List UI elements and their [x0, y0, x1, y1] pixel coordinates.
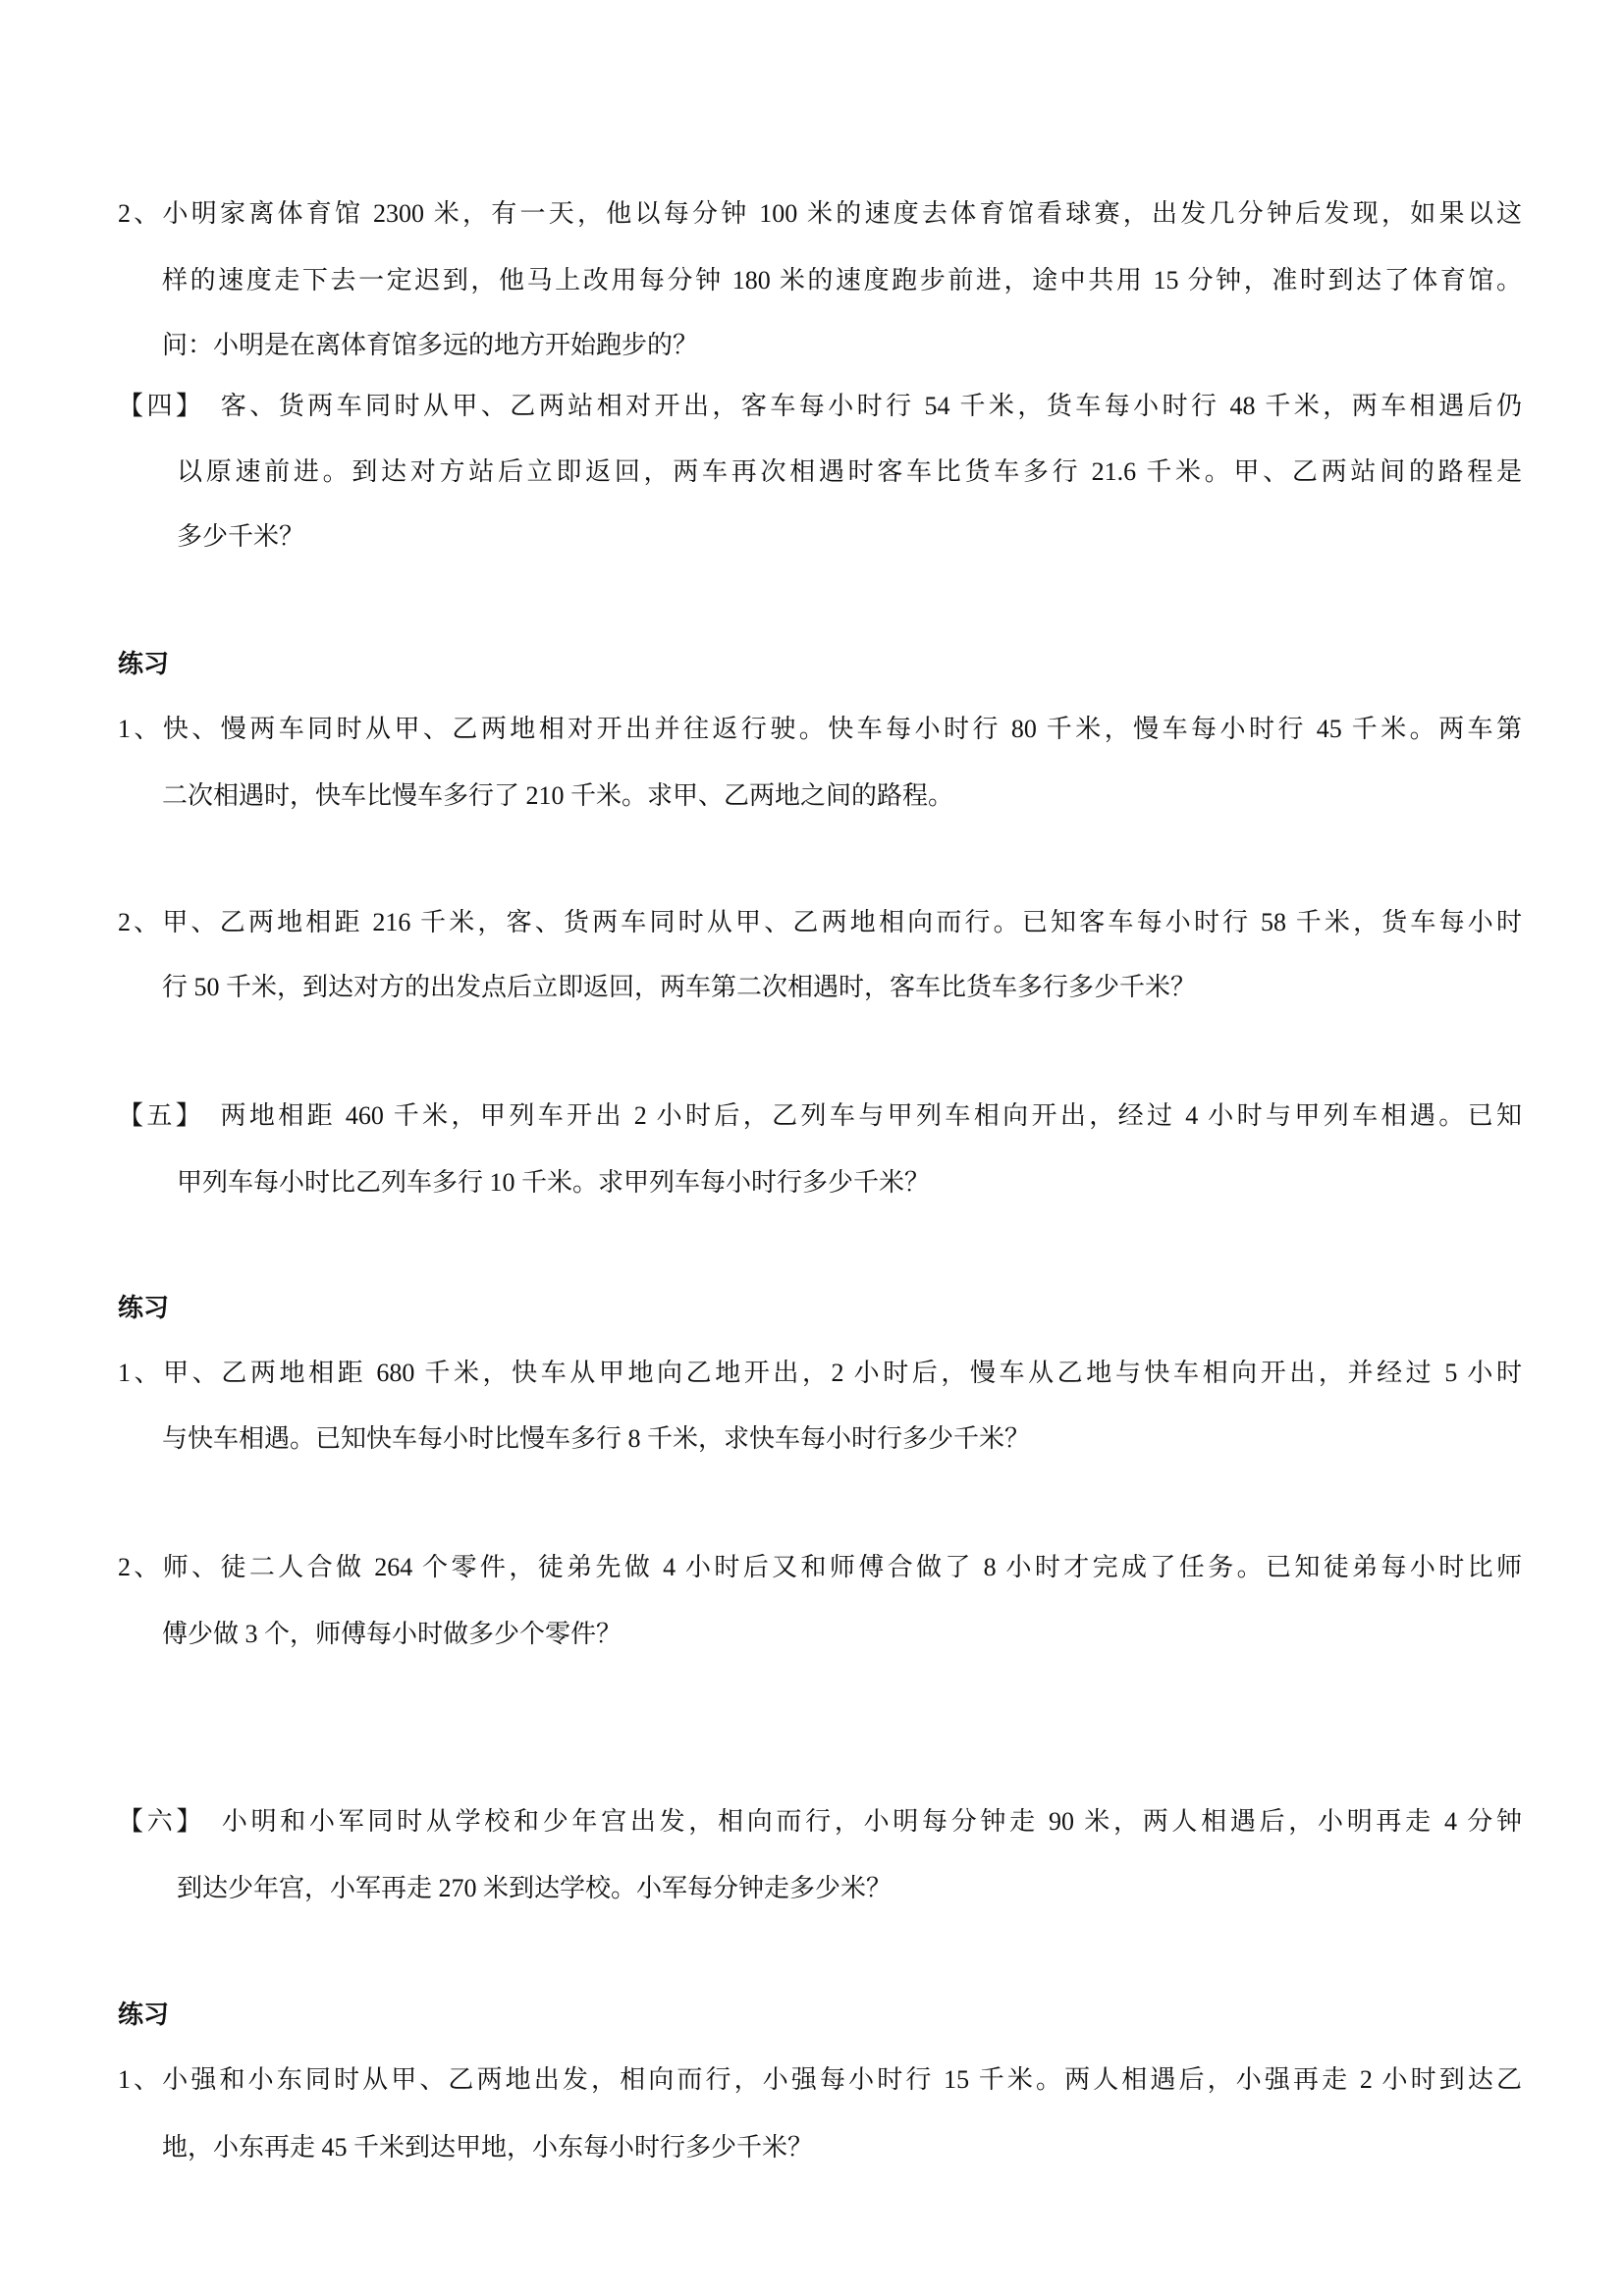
example-line: 【四】 客、货两车同时从甲、乙两站相对开出，客车每小时行 54 千米，货车每小时行 48 千米，两车相遇后仍 — [118, 392, 1522, 420]
problem-line: 2、师、徒二人合做 264 个零件，徒弟先做 4 小时后又和师傅合做了 8 小时才完成了任务。已知徒弟每小时比师 — [118, 1553, 1522, 1581]
problem-line: 行 50 千米，到达对方的出发点后立即返回，两车第二次相遇时，客车比货车多行多少千米？ — [162, 973, 1197, 1001]
problem-line: 1、快、慢两车同时从甲、乙两地相对开出并往返行驶。快车每小时行 80 千米，慢车每小时行 45 千米。两车第 — [118, 715, 1522, 743]
problem-line: 与快车相遇。已知快车每小时比慢车多行 8 千米，求快车每小时行多少千米？ — [162, 1424, 1031, 1453]
problem-line: 二次相遇时，快车比慢车多行了 210 千米。求甲、乙两地之间的路程。 — [162, 781, 954, 810]
example-line: 【六】 小明和小军同时从学校和少年宫出发，相向而行，小明每分钟走 90 米，两人相遇后，小明再走 4 分钟 — [118, 1807, 1522, 1836]
problem-line: 问：小明是在离体育馆多远的地方开始跑步的？ — [162, 331, 699, 359]
example-line: 到达少年宫，小军再走 270 米到达学校。小军每分钟走多少米？ — [177, 1874, 893, 1902]
example-line: 甲列车每小时比乙列车多行 10 千米。求甲列车每小时行多少千米？ — [177, 1168, 931, 1197]
example-line: 【五】 两地相距 460 千米，甲列车开出 2 小时后，乙列车与甲列车相向开出，经过 4 小时与甲列车相遇。已知 — [118, 1101, 1522, 1130]
section-heading: 练习 — [118, 650, 170, 678]
section-heading: 练习 — [118, 1294, 170, 1322]
problem-line: 2、甲、乙两地相距 216 千米，客、货两车同时从甲、乙两地相向而行。已知客车每小时行 58 千米，货车每小时 — [118, 908, 1522, 936]
problem-line: 1、小强和小东同时从甲、乙两地出发，相向而行，小强每小时行 15 千米。两人相遇后，小强再走 2 小时到达乙 — [118, 2065, 1522, 2094]
problem-line: 1、甲、乙两地相距 680 千米，快车从甲地向乙地开出，2 小时后，慢车从乙地与快车相向开出，并经过 5 小时 — [118, 1359, 1522, 1387]
problem-line: 傅少做 3 个，师傅每小时做多少个零件？ — [162, 1620, 623, 1648]
example-line: 以原速前进。到达对方站后立即返回，两车再次相遇时客车比货车多行 21.6 千米。甲、乙两站间的路程是 — [177, 457, 1522, 486]
section-heading: 练习 — [118, 2001, 170, 2029]
problem-line: 样的速度走下去一定迟到，他马上改用每分钟 180 米的速度跑步前进，途中共用 15 分钟，准时到达了体育馆。 — [162, 266, 1522, 294]
example-line: 多少千米？ — [177, 522, 305, 551]
problem-line: 2、小明家离体育馆 2300 米，有一天，他以每分钟 100 米的速度去体育馆看球赛，出发几分钟后发现，如果以这 — [118, 199, 1522, 228]
problem-line: 地，小东再走 45 千米到达甲地，小东每小时行多少千米？ — [162, 2133, 814, 2162]
